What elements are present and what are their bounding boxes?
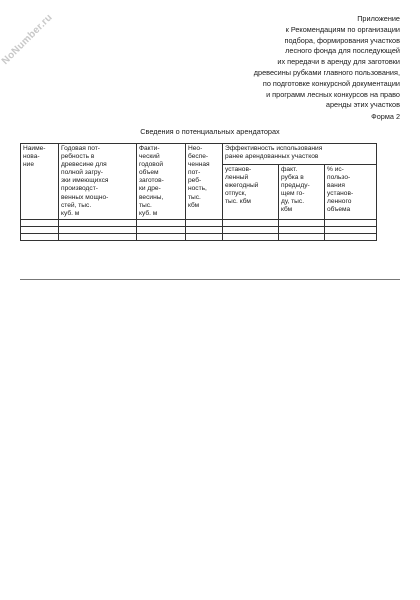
appendix-line: по подготовке конкурсной документации	[262, 78, 400, 88]
table-cell	[223, 219, 279, 226]
form-number: Форма 2	[371, 112, 400, 121]
header-row	[21, 144, 377, 165]
table-cell	[137, 226, 186, 233]
header-unmet-need: Нео- беспе- ченная пот- реб- ность, тыс. кбм	[186, 144, 223, 220]
appendix-line: их передачи в аренду для заготовки	[277, 57, 400, 67]
header-actual-felling: факт. рубка в предыду- щем го- ду, тыс. кбм	[279, 164, 325, 219]
table-cell	[186, 226, 223, 233]
table-cell	[21, 233, 59, 240]
header-actual-volume: Факти- ческий годовой объем заготов- ки дре- весины, тыс. куб. м	[137, 144, 186, 220]
table-cell	[59, 219, 137, 226]
table-cell	[137, 219, 186, 226]
header-usage-percent: % ис- пользо- вания установ- ленного объема	[325, 164, 377, 219]
table-cell	[279, 226, 325, 233]
table-cell	[325, 219, 377, 226]
table-cell	[21, 219, 59, 226]
table-cell	[59, 226, 137, 233]
table-cell	[279, 219, 325, 226]
header-established-cut: установ- ленный ежегодный отпуск, тыс. кбм	[223, 164, 279, 219]
table-cell	[186, 219, 223, 226]
appendix-line: к Рекомендациям по организации	[285, 24, 400, 34]
appendix-line: древесины рубками главного пользования,	[253, 67, 400, 77]
appendix-line: аренды этих участков	[325, 100, 400, 110]
table-cell	[279, 233, 325, 240]
divider-line	[20, 279, 400, 280]
appendix-line: подбора, формирования участков	[284, 35, 400, 45]
table-row	[21, 226, 377, 233]
appendix-header	[190, 14, 400, 111]
table-cell	[21, 226, 59, 233]
table-cell	[223, 226, 279, 233]
table-cell	[223, 233, 279, 240]
header-name: Наиме- нова- ние	[21, 144, 59, 220]
table-cell	[325, 226, 377, 233]
table-cell	[59, 233, 137, 240]
watermark-logo: NoNumber.ru	[0, 12, 55, 67]
appendix-line: лесного фонда для последующей	[285, 46, 400, 56]
table-row	[21, 219, 377, 226]
table-cell	[325, 233, 377, 240]
header-annual-need: Годовая пот- ребность в древесине для полной загру- зки имеющихся производст- венных мощно- стей, тыс. куб. м	[59, 144, 137, 220]
table-cell	[186, 233, 223, 240]
tenants-table	[20, 143, 377, 241]
appendix-line: и программ лесных конкурсов на право	[266, 89, 400, 99]
appendix-line: Приложение	[357, 14, 400, 23]
document-title: Сведения о потенциальных арендаторах	[140, 127, 280, 136]
table-row	[21, 233, 377, 240]
header-efficiency-group: Эффективность использования ранее арендованных участков	[223, 144, 377, 165]
table-cell	[137, 233, 186, 240]
